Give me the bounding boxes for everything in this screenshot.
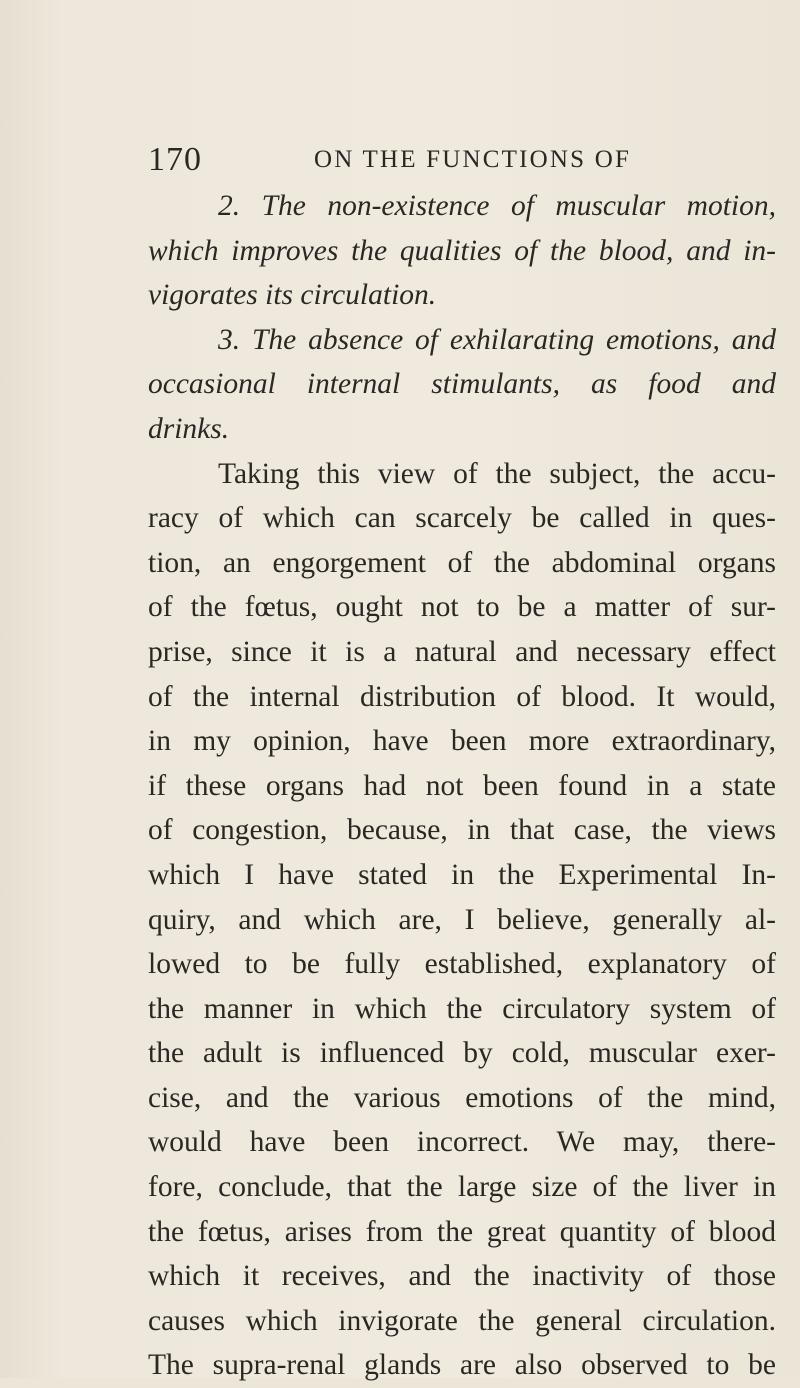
text-line: in my opinion, have been more extraordinary, [148, 725, 776, 758]
text-line: of the internal distribution of blood. It would, [148, 680, 776, 713]
text-line: drinks. [148, 412, 230, 445]
text-line: lowed to be fully established, explanatory of [148, 948, 776, 981]
text-line: would have been incorrect. We may, there- [148, 1126, 776, 1159]
text-line: if these organs had not been found in a state [148, 769, 776, 802]
text-line: Taking this view of the subject, the accu- [218, 457, 776, 490]
text-line: 2. The non-existence of muscular motion, [218, 190, 776, 222]
text-line: the adult is influenced by cold, muscular exer- [148, 1037, 776, 1070]
text-line: which it receives, and the inactivity of those [148, 1260, 776, 1293]
page-header [148, 140, 788, 180]
text-line: of the fœtus, ought not to be a matter of sur- [148, 591, 776, 624]
text-line: the manner in which the circulatory system of [148, 992, 776, 1025]
text-line: which I have stated in the Experimental In- [148, 858, 776, 891]
text-line: prise, since it is a natural and necessary effect [148, 635, 776, 668]
page-number: 170 [148, 141, 202, 178]
text-line: 3. The absence of exhilarating emotions, and [218, 323, 776, 356]
body-text [148, 184, 776, 1388]
text-line: The supra-renal glands are also observed to be [148, 1349, 776, 1382]
text-line: the fœtus, arises from the great quantity of blood [148, 1215, 776, 1248]
text-line: quiry, and which are, I believe, generally al- [148, 903, 776, 936]
text-line: vigorates its circulation. [148, 279, 437, 312]
text-line: racy of which can scarcely be called in ques- [148, 502, 776, 535]
text-line: causes which invigorate the general circulation. [148, 1304, 776, 1337]
text-line: cise, and the various emotions of the mind, [148, 1081, 776, 1114]
text-line: occasional internal stimulants, as food and [148, 368, 776, 401]
running-head: ON THE FUNCTIONS OF [314, 146, 632, 173]
text-line: fore, conclude, that the large size of the liver in [148, 1171, 776, 1204]
text-line: which improves the qualities of the blood, and in- [148, 234, 776, 267]
text-line: tion, an engorgement of the abdominal organs [148, 546, 776, 579]
text-line: of congestion, because, in that case, the views [148, 814, 776, 847]
